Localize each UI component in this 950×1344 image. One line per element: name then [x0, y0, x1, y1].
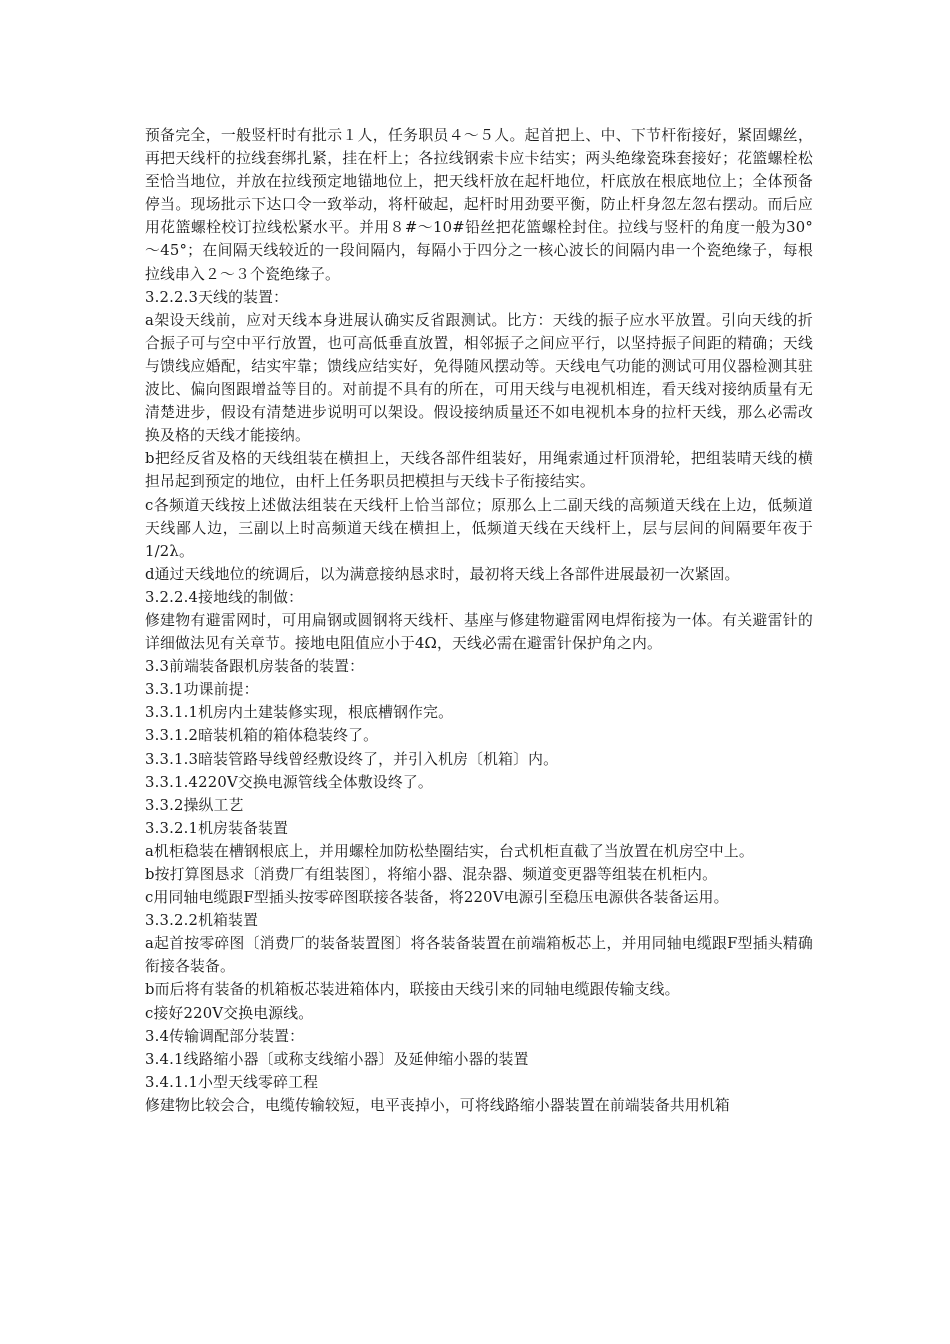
item-3-3-1-1: 3.3.1.1机房内土建装修实现，根底槽钢作完。	[145, 704, 454, 722]
section-heading-3-2-2-3: 3.2.2.3天线的装置：	[145, 288, 289, 306]
item-3-3-1-4: 3.3.1.4220V交换电源管线全体敷设终了。	[145, 773, 433, 791]
section-heading-3-4-1: 3.4.1线路缩小器〔或称支线缩小器〕及延伸缩小器的装置	[145, 1050, 529, 1068]
paragraph-cabinet-mounting: a机柜稳装在槽钢根底上，并用螺栓加防松垫圈结实，台式机柜直截了当放置在机房空中上。	[145, 842, 754, 860]
paragraph-power-line: c接好220V交换电源线。	[145, 1004, 314, 1022]
paragraph-antenna-inspection: a架设天线前，应对天线本身进展认确实反省跟测试。比方：天线的振子应水平放置。引向天线的折合振子可与空中平行放置，也可高低垂直放置，相邻振子之间应平行，以坚持振子间距的精确；天线与馈线应婚配，结实牢靠；馈线应结实好，免得随风摆动等。天线电气功能的测试可用仪器检测其驻波比、偏向图跟增益等目的。对前提不具有的所在，可用天线与电视机相连，看天线对接纳质量有无清楚进步，假设有清楚进步说明可以架设。假设接纳质量还不如电视机本身的拉杆天线，那么必需改换及格的天线才能接纳。	[145, 311, 813, 445]
paragraph-final-tightening: d通过天线地位的统调后，以为满意接纳恳求时，最初将天线上各部件进展最初一次紧固。	[145, 565, 740, 583]
paragraph-line-amplifier: 修建物比较会合，电缆传输较短，电平丧掉小，可将线路缩小器装置在前端装备共用机箱	[145, 1096, 730, 1114]
paragraph-grounding: 修建物有避雷网时，可用扁钢或圆钢将天线杆、基座与修建物避雷网电焊衔接为一体。有关避雷针的详细做法见有关章节。接地电阻值应小于4Ω，天线必需在避雷针保护角之内。	[145, 611, 813, 653]
paragraph-antenna-assembly: b把经反省及格的天线组装在横担上，天线各部件组装好，用绳索通过杆顶滑轮，把组装晴天线的横担吊起到预定的地位，由杆上任务职员把模担与天线卡子衔接结实。	[145, 450, 813, 491]
paragraph-channel-antennas: c各频道天线按上述做法组装在天线杆上恰当部位；原那么上二副天线的高频道天线在上边，低频道天线鄙人边，三副以上时高频道天线在横担上，低频道天线在天线杆上，层与层间的间隔要年夜于1/2λ。	[145, 496, 813, 560]
paragraph-box-board-install: a起首按零碎图〔消费厂的装备装置图〕将各装备装置在前端箱板芯上，并用同轴电缆跟F型插头精确衔接各装备。	[145, 935, 813, 976]
item-3-3-1-3: 3.3.1.3暗装管路导线曾经敷设终了，并引入机房〔机箱〕内。	[145, 750, 559, 768]
document-page	[145, 124, 813, 1117]
section-heading-3-4-1-1: 3.4.1.1小型天线零碎工程	[145, 1073, 319, 1091]
item-3-3-1-2: 3.3.1.2暗装机箱的箱体稳装终了。	[145, 727, 379, 745]
paragraph-cabinet-assembly: b按打算图恳求〔消费厂有组装图〕，将缩小器、混杂器、频道变更器等组装在机柜内。	[145, 866, 718, 883]
section-heading-3-2-2-4: 3.2.2.4接地线的制做：	[145, 588, 304, 606]
section-heading-3-3-1: 3.3.1功课前提：	[145, 681, 259, 699]
section-heading-3-4: 3.4传输调配部分装置：	[145, 1027, 305, 1045]
paragraph-antenna-pole-erection: 预备完全，一般竖杆时有批示１人，任务职员４～５人。起首把上、中、下节杆衔接好，紧固螺丝，再把天线杆的拉线套绑扎紧，挂在杆上；各拉线钢索卡应卡结实；两头绝缘瓷珠套接好；花篮螺栓松至恰当地位，并放在拉线预定地锚地位上，把天线杆放在起杆地位，杆底放在根底地位上；全体预备停当。现场批示下达口令一致举动，将杆破起，起杆时用劲要平衡，防止杆身忽左忽右摆动。而后应用花篮螺栓校订拉线松紧水平。并用８#～10#铅丝把花篮螺栓封住。拉线与竖杆的角度一般为30°～45°；在间隔天线较近的一段间隔内，每隔小于四分之一核心波长的间隔内串一个瓷绝缘子，每根拉线串入２～３个瓷绝缘子。	[145, 127, 813, 283]
section-heading-3-3: 3.3前端装备跟机房装备的装置：	[145, 658, 365, 676]
section-heading-3-3-2: 3.3.2操纵工艺	[145, 796, 244, 814]
section-heading-3-3-2-2: 3.3.2.2机箱装置	[145, 912, 259, 930]
section-heading-3-3-2-1: 3.3.2.1机房装备装置	[145, 819, 289, 837]
paragraph-box-insert: b而后将有装备的机箱板芯装进箱体内，联接由天线引来的同轴电缆跟传输支线。	[145, 981, 680, 999]
paragraph-cable-connection: c用同轴电缆跟F型插头按零碎图联接各装备，将220V电源引至稳压电源供各装备运用。	[145, 889, 729, 907]
